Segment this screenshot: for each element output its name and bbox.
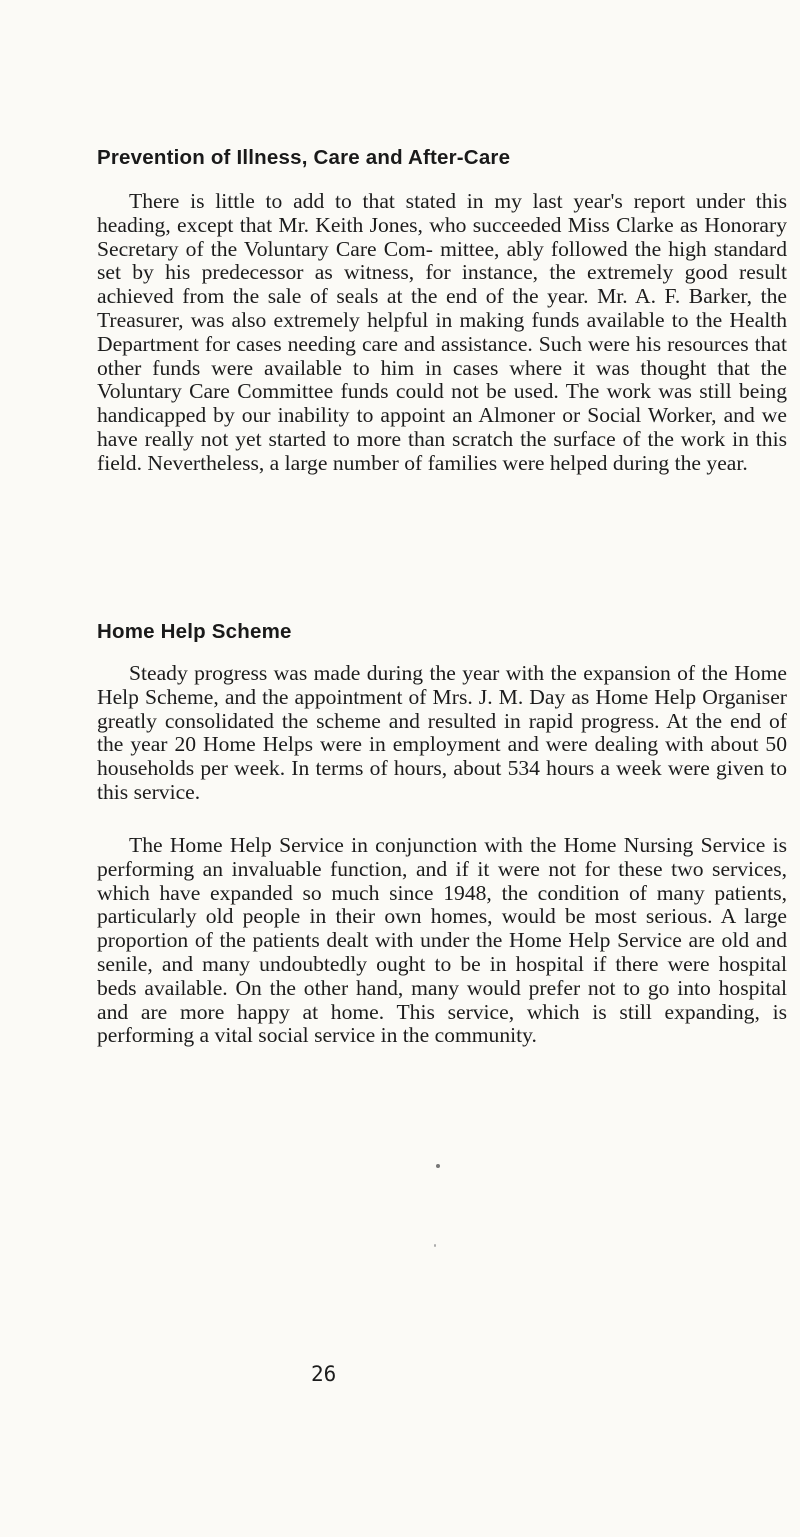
page-number: 26: [311, 1362, 337, 1386]
paragraph-home-help-progress: Steady progress was made during the year with the expansion of the Home Help Scheme, and the appointment of Mrs. J. M. Day as Home Help Organiser greatly consolidated the scheme and resulted in rapid progress. At the end of the year 20 Home Helps were in employment and were dealing with about 50 households per week. In terms of hours, about 534 hours a week were given to this service.: [97, 661, 787, 804]
scan-speck: [434, 1244, 436, 1247]
scan-speck: [436, 1164, 440, 1168]
section-heading-home-help: Home Help Scheme: [97, 620, 292, 643]
section-heading-prevention: Prevention of Illness, Care and After-Care: [97, 146, 511, 169]
paragraph-home-help-service: The Home Help Service in conjunction with the Home Nursing Service is performing an invaluable function, and if it were not for these two services, which have expanded so much since 1948, the condition of many patients, particularly old people in their own homes, would be most serious. A large proportion of the patients dealt with under the Home Help Service are old and senile, and many undoubtedly ought to be in hospital if there were hospital beds available. On the other hand, many would prefer not to go into hospital and are more happy at home. This service, which is still expanding, is performing a vital social service in the community.: [97, 833, 787, 1048]
paragraph-prevention: There is little to add to that stated in my last year's report under this heading, except that Mr. Keith Jones, who succeeded Miss Clarke as Honorary Secretary of the Voluntary Care Com- mittee, ably followed the high standard set by his predecessor as witness, for instance, the extremely good result achieved from the sale of seals at the end of the year. Mr. A. F. Barker, the Treasurer, was also extremely helpful in making funds available to the Health Department for cases needing care and assistance. Such were his resources that other funds were available to him in cases where it was thought that the Voluntary Care Committee funds could not be used. The work was still being handicapped by our inability to appoint an Almoner or Social Worker, and we have really not yet started to more than scratch the surface of the work in this field. Nevertheless, a large number of families were helped during the year.: [97, 189, 787, 475]
